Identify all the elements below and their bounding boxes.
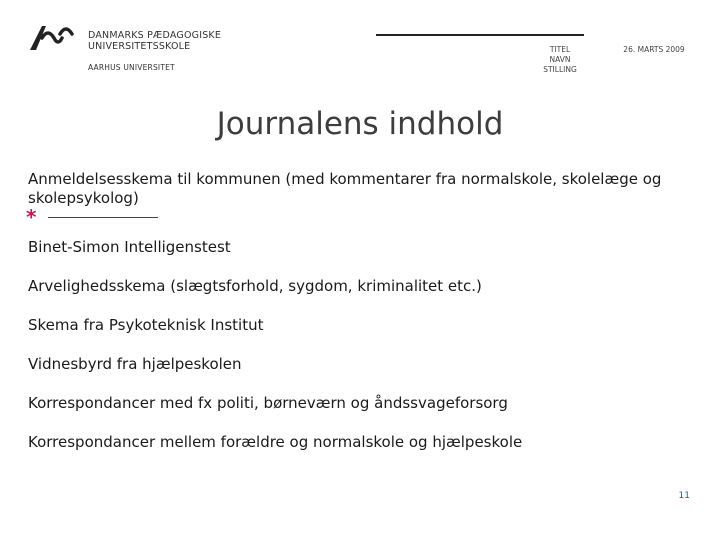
annotation-underline [48,217,158,218]
meta-position: STILLING [543,65,577,74]
institution-line-2: UNIVERSITETSSKOLE [88,41,191,52]
list-item: Korrespondancer med fx politi, børneværn og åndssvageforsorg [28,394,508,412]
list-item: Korrespondancer mellem forældre og normalskole og hjælpeskole [28,433,523,451]
list-item: Binet-Simon Intelligenstest [28,238,231,256]
slide-date: 26. MARTS 2009 [623,45,685,54]
slide-title: Journalens indhold [216,106,504,142]
university-name: AARHUS UNIVERSITET [88,63,175,72]
asterisk-icon: * [26,205,37,229]
institution-name [88,30,221,73]
header-divider [376,34,584,36]
list-item: Anmeldelsesskema til kommunen (med kommentarer fra normalskole, skolelæge og skolepsykolog) [28,170,662,207]
meta-title: TITEL [549,45,571,54]
content-list [28,170,698,452]
meta-name: NAVN [549,55,571,64]
page-number: 11 [678,491,690,501]
list-item: Vidnesbyrd fra hjælpeskolen [28,355,242,373]
presenter-meta [540,45,580,75]
list-item: Arvelighedsskema (slægtsforhold, sygdom, kriminalitet etc.) [28,277,482,295]
institution-line-1: DANMARKS PÆDAGOGISKE [88,30,222,41]
university-logo-icon [28,24,76,52]
list-item: Skema fra Psykoteknisk Institut [28,316,264,334]
